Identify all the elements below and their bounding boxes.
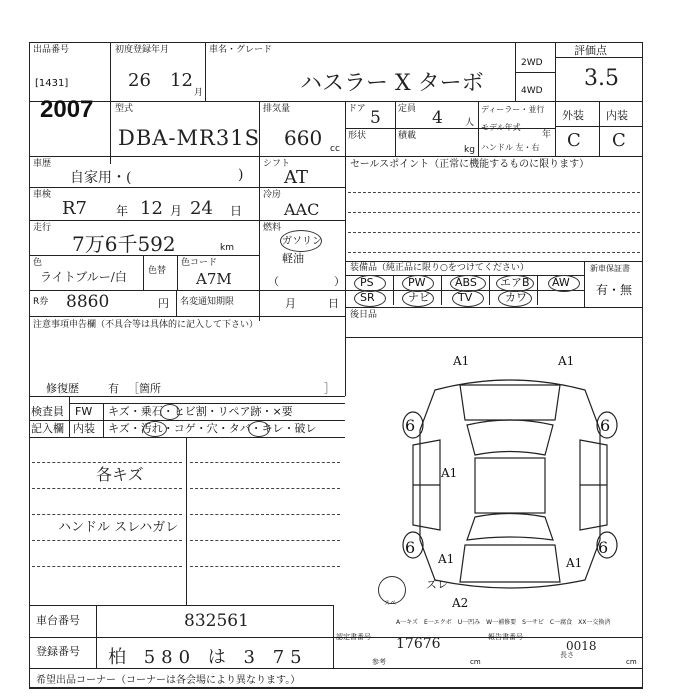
hope-label: 希望出品コーナー（コーナーは各会場により異なります。） <box>36 675 301 686</box>
dashed-line <box>348 252 640 253</box>
equip-item: ABS <box>455 276 477 289</box>
col-line <box>537 275 538 305</box>
handle-label: ハンドル 左・右 <box>481 143 540 152</box>
repair-label: 修復歴 <box>46 382 79 395</box>
first-reg-month: 12 <box>170 70 193 91</box>
col-line <box>205 42 206 102</box>
dashed-line <box>190 566 340 567</box>
reg-label: 登録番号 <box>36 645 80 658</box>
damage-mark: 6 <box>598 538 609 557</box>
dashed-line <box>190 488 340 489</box>
first-reg-label: 初度登録年月 <box>115 45 170 55</box>
mileage-label: 走行 <box>33 223 52 233</box>
damage-mark: A2 <box>452 596 469 610</box>
row-line <box>29 101 643 102</box>
row-line <box>29 316 345 317</box>
inspection-month: 12 <box>140 198 163 219</box>
row-line <box>345 261 643 262</box>
col-line <box>584 261 585 307</box>
col-line <box>333 605 334 668</box>
equip-circle <box>498 290 532 307</box>
equip-item: TV <box>458 291 473 304</box>
load-label: 積載 <box>398 131 417 141</box>
inspector-circle <box>143 421 167 437</box>
equip-item: PW <box>408 276 426 289</box>
col-line <box>103 403 104 437</box>
col-line <box>345 156 346 396</box>
shift-value: AT <box>284 167 309 188</box>
dashed-line <box>190 462 340 463</box>
form-serial-label: 認定書番号 <box>336 633 371 641</box>
length-label: 長さ <box>560 651 574 659</box>
damage-mark: 6 <box>405 538 416 557</box>
displacement-value: 660 <box>284 126 323 150</box>
shift-label: シフト <box>263 159 291 169</box>
equip-circle <box>402 290 434 307</box>
exterior-grade: C <box>567 130 581 151</box>
history-close: ) <box>238 167 244 183</box>
damage-mark: 6 <box>600 416 611 435</box>
fuel-gasoline: ガソリン <box>282 236 322 247</box>
equipment-label: 装備品（純正品に限り○をつけてください） <box>350 263 529 273</box>
history-value: 自家用・( <box>70 170 132 186</box>
dealer-label: ディーラー・並行 <box>481 105 545 114</box>
inspector-circle <box>160 404 180 420</box>
seal-value: 0018 <box>566 639 597 653</box>
notes-label: 注意事項申告欄（不具合等は具体的に記入して下さい） <box>33 320 259 330</box>
transfer-month: 月 <box>285 297 296 310</box>
col-line <box>441 275 442 305</box>
col-line <box>177 255 178 290</box>
cm-unit: cm <box>470 658 481 666</box>
dashed-line <box>32 514 182 515</box>
inspector-label-1: 検査員 <box>31 405 64 418</box>
after-label: 後日品 <box>350 310 378 320</box>
fuel-label: 燃料 <box>263 223 282 233</box>
col-line <box>110 42 111 164</box>
ac-label: 冷房 <box>263 190 282 200</box>
seal-label: 報告書番号 <box>488 633 523 641</box>
car-diagram <box>395 370 625 600</box>
dashed-line <box>32 488 182 489</box>
ref-label: 参考 <box>372 658 386 666</box>
transfer-day: 日 <box>328 297 339 310</box>
inspection-era: R7 <box>62 198 88 219</box>
col-line <box>478 101 479 156</box>
person-unit: 人 <box>465 118 475 128</box>
col-line <box>489 275 490 305</box>
fuel-paren: （ ） <box>268 275 345 288</box>
recycle-label: R券 <box>33 297 49 307</box>
doors-value: 5 <box>370 108 381 128</box>
displacement-label: 排気量 <box>263 104 291 114</box>
score-value: 3.5 <box>584 66 619 91</box>
col-line <box>186 437 187 605</box>
year-unit: 年 <box>542 130 552 140</box>
history-label: 車歴 <box>33 159 52 169</box>
row-line <box>29 605 333 606</box>
inspection-year-unit: 年 <box>116 204 129 218</box>
lot-number: 2007 <box>40 96 94 123</box>
car-name-label: 車名・グレード <box>209 45 273 55</box>
dashed-line <box>348 192 640 193</box>
repair-value: 有 <box>108 382 119 395</box>
equip-item: エアB <box>500 276 530 289</box>
inspection-day-unit: 日 <box>230 204 243 218</box>
equip-circle <box>548 275 580 292</box>
equip-item: ナビ <box>408 291 430 304</box>
dashed-line <box>190 540 340 541</box>
inspector-label-2: 記入欄 <box>31 422 64 435</box>
model-year-label: モデル年式 <box>481 123 521 132</box>
comment-line-2: ハンドル スレハガレ <box>58 520 179 535</box>
inspector-circle <box>248 421 270 437</box>
fw-label: FW <box>75 405 93 418</box>
inspector-row-2: キズ・汚れ・コゲ・穴・タバ・キレ・破レ <box>108 422 317 435</box>
damage-mark: A1 <box>453 354 470 368</box>
sales-point-label: セールスポイント（正常に機能するものに限ります） <box>350 159 590 170</box>
dashed-line <box>348 232 640 233</box>
lot-label: 出品番号 <box>33 45 70 55</box>
repair-close: ］ <box>324 382 335 395</box>
color-change-label: 色替 <box>148 266 167 276</box>
row-line <box>29 420 345 421</box>
dashed-line <box>348 212 640 213</box>
score-label: 評価点 <box>574 44 607 57</box>
model-label: 型式 <box>115 104 134 114</box>
form-serial-value: 17676 <box>396 636 441 652</box>
spare-label: スペ <box>384 600 397 607</box>
fuel-circle <box>280 230 322 252</box>
interior-label: 内装 <box>606 109 628 122</box>
new-warranty-value: 有・無 <box>596 283 633 297</box>
drive-4wd: 4WD <box>521 86 543 96</box>
kg-unit: kg <box>464 145 475 155</box>
cc-unit: cc <box>330 144 340 154</box>
row-line <box>29 220 345 221</box>
recycle-yen: 円 <box>158 297 169 310</box>
inspection-day: 24 <box>190 198 213 219</box>
inspection-label: 車検 <box>33 190 52 200</box>
row-line <box>69 403 345 404</box>
row-line <box>29 437 345 438</box>
damage-mark: A1 <box>566 556 583 570</box>
mileage-value: 7万6千592 <box>72 232 176 256</box>
fuel-diesel: 軽油 <box>282 252 304 265</box>
damage-mark: A1 <box>558 354 575 368</box>
col-line <box>96 605 97 668</box>
col-line <box>393 275 394 305</box>
repair-part: ［箇所 <box>128 382 161 395</box>
damage-mark: A1 <box>441 466 458 480</box>
shape-label: 形状 <box>348 131 367 141</box>
doors-label: ドア <box>348 104 366 114</box>
lot-small: [1431] <box>35 78 69 89</box>
chassis-label: 車台番号 <box>36 614 80 627</box>
first-reg-month-unit: 月 <box>194 88 204 98</box>
damage-mark: A1 <box>438 552 455 566</box>
damage-mark: ズレ <box>426 578 448 591</box>
drive-2wd: 2WD <box>521 58 543 68</box>
row-line <box>29 396 345 397</box>
comment-line-1: 各キズ <box>96 465 144 484</box>
col-line <box>599 101 600 156</box>
row-line <box>515 72 555 73</box>
equip-item: SR <box>360 291 375 304</box>
inspection-month-unit: 月 <box>170 204 183 218</box>
capacity-value: 4 <box>432 108 443 128</box>
car-name: ハスラー X ターボ <box>300 71 484 96</box>
row-line <box>29 688 643 689</box>
damage-mark: 6 <box>405 416 416 435</box>
inspector-row-1: キズ・乗石・ヒビ割・リペア跡・×要 <box>108 405 293 418</box>
model-code: DBA-MR31S <box>118 126 260 150</box>
col-line <box>555 42 556 156</box>
in-label: 内装 <box>73 422 95 435</box>
reg-value: 柏 580 は 3 75 <box>108 647 308 668</box>
transfer-label: 名変通知期限 <box>180 297 235 307</box>
dashed-line <box>190 514 340 515</box>
row-line <box>29 156 643 157</box>
color-code: A7M <box>196 270 232 288</box>
color-value: ライトブルー/白 <box>40 270 127 284</box>
equip-item: AW <box>552 276 570 289</box>
row-line <box>555 57 643 58</box>
recycle-value: 8860 <box>66 292 110 312</box>
dashed-line <box>32 566 182 567</box>
color-label: 色 <box>33 258 43 268</box>
row-line <box>345 337 643 338</box>
ac-value: AAC <box>284 200 320 219</box>
col-line <box>176 290 177 316</box>
equip-circle <box>452 290 484 307</box>
cm-unit: cm <box>626 658 637 666</box>
chassis-value: 832561 <box>184 611 249 631</box>
damage-legend: A一キズ E一エクボ U一凹み W一補修要 S一サビ C一腐食 XX一交換済 <box>396 619 611 626</box>
equip-item: PS <box>360 276 374 289</box>
new-warranty-label: 新車保証書 <box>590 264 630 273</box>
dashed-line <box>32 540 182 541</box>
col-line <box>143 255 144 290</box>
mileage-unit: km <box>220 243 234 253</box>
row-line <box>345 128 555 129</box>
interior-grade: C <box>612 130 626 151</box>
row-line <box>345 307 643 308</box>
row-line <box>29 290 345 291</box>
exterior-label: 外装 <box>562 109 584 122</box>
equip-circle <box>354 290 386 307</box>
equip-item: カワ <box>505 291 527 304</box>
capacity-label: 定員 <box>398 104 417 114</box>
first-reg-year: 26 <box>128 70 151 91</box>
color-code-label: 色コード <box>181 258 218 268</box>
